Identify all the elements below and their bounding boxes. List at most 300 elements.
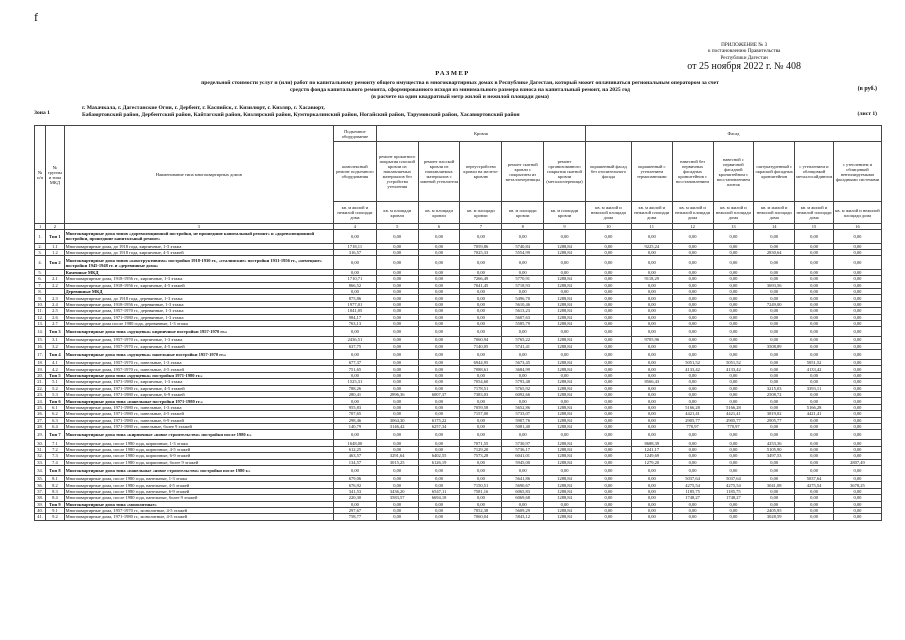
row-value: 0,00: [672, 379, 713, 385]
row-value: 0,00: [795, 430, 834, 440]
row-value: 0,00: [631, 404, 672, 410]
row-group-code: 4.2: [46, 366, 64, 372]
row-value: 4133,42: [672, 366, 713, 372]
row-value: 5770,91: [502, 276, 544, 282]
row-value: 0,00: [502, 269, 544, 275]
row-value: 0,00: [754, 501, 795, 507]
row-value: 984,17: [333, 314, 376, 320]
row-value: 2905,77: [754, 417, 795, 423]
row-value: 0,00: [833, 372, 881, 378]
row-value: 0,00: [672, 501, 713, 507]
row-value: 6257,34: [418, 423, 460, 429]
row-value: 0,00: [585, 482, 631, 488]
row-value: 0,00: [585, 343, 631, 349]
row-value: 0,00: [833, 385, 881, 391]
row-value: 5609,29: [502, 507, 544, 513]
row-group-code: 1.1: [46, 243, 64, 249]
row-value: 6126,19: [418, 459, 460, 465]
row-value: 0,00: [585, 404, 631, 410]
row-value: 0,00: [795, 440, 834, 446]
row-value: 0,00: [376, 385, 418, 391]
row-value: 0,00: [585, 385, 631, 391]
row-number: 10.: [35, 301, 46, 307]
row-value: 0,00: [672, 327, 713, 337]
row-number: 36.: [35, 482, 46, 488]
row-value: 0,00: [585, 350, 631, 360]
row-value: 1288,84: [544, 423, 586, 429]
row-group-code: 7.3: [46, 453, 64, 459]
row-value: 0,00: [833, 343, 881, 349]
row-value: 0,00: [713, 385, 754, 391]
row-value: 0,00: [631, 288, 672, 294]
row-number: 37.: [35, 488, 46, 494]
row-value: 7129,20: [460, 446, 502, 452]
row-house-type: Многоквартирные дома, после 1980 года, панельные, 6-9 этажей: [64, 488, 333, 494]
row-value: 1249,69: [631, 453, 672, 459]
header-group: № группы и типа МКД: [46, 126, 64, 224]
row-value: 2405,95: [754, 507, 795, 513]
row-house-type: Многоквартирные дома, 1971-1980 гг., кирпичные, 6-9 этажей: [64, 392, 333, 398]
row-group-code: 3.2: [46, 343, 64, 349]
row-value: 0,00: [795, 276, 834, 282]
row-value: 0,00: [833, 475, 881, 481]
row-value: 0,00: [418, 327, 460, 337]
row-value: 9118,29: [631, 276, 672, 282]
row-value: 0,00: [713, 301, 754, 307]
row-value: 134,57: [333, 459, 376, 465]
row-value: 0,00: [713, 446, 754, 452]
row-value: 5037,64: [795, 475, 834, 481]
header-unit: кв. м площади кровли: [418, 202, 460, 224]
row-value: 0,00: [754, 495, 795, 501]
row-number: 3.: [35, 249, 46, 255]
row-value: 4253,36: [754, 440, 795, 446]
row-value: 0,00: [672, 301, 713, 307]
row-value: 0,00: [754, 308, 795, 314]
row-value: 0,00: [418, 320, 460, 326]
row-value: 677,37: [333, 360, 376, 366]
row-value: 0,00: [585, 417, 631, 423]
header-unit: кв. м жилой и нежилой площади дома: [713, 202, 754, 224]
row-group-code: 5.1: [46, 379, 64, 385]
row-value: 0,00: [713, 459, 754, 465]
row-value: 0,00: [754, 372, 795, 378]
row-value: 0,00: [418, 372, 460, 378]
appendix-line: к постановлению Правительства: [708, 48, 781, 55]
row-value: 6175,22: [418, 417, 460, 423]
row-value: 0,00: [754, 327, 795, 337]
row-value: 0,00: [713, 230, 754, 244]
row-group-code: Тип 1: [46, 230, 64, 244]
row-value: 0,00: [460, 372, 502, 378]
row-value: 5793,48: [502, 379, 544, 385]
table-row: [35, 256, 882, 270]
row-value: 0,00: [833, 379, 881, 385]
row-value: 3291,64: [376, 453, 418, 459]
row-value: 0,00: [713, 320, 754, 326]
row-number: 11.: [35, 308, 46, 314]
row-house-type: Многоквартирные дома, до 1918 года, кирпичные, 4-5 этажей: [64, 249, 333, 255]
row-number: 25.: [35, 404, 46, 410]
row-value: 0,00: [631, 308, 672, 314]
row-house-type: Многоквартирные дома, 1957-1970 гг., кирпичные, 4-5 этажей: [64, 343, 333, 349]
row-value: 0,00: [460, 465, 502, 475]
row-value: 0,00: [672, 465, 713, 475]
row-value: 0,00: [795, 243, 834, 249]
row-group-code: Тип 2: [46, 256, 64, 270]
row-value: 1748,27: [672, 495, 713, 501]
row-value: 0,00: [833, 249, 881, 255]
row-value: 0,00: [754, 360, 795, 366]
row-value: 0,00: [418, 337, 460, 343]
row-value: 0,00: [418, 430, 460, 440]
row-value: 2807,49: [833, 459, 881, 465]
header-work-type: с утеплением и облицовкой вентилируемыми фасадными системами: [833, 142, 881, 202]
row-value: 0,00: [713, 372, 754, 378]
row-value: 0,00: [754, 423, 795, 429]
row-house-type: Многоквартирные дома, 1918-1956 гг., кирпичные, 1-3 этажа: [64, 276, 333, 282]
row-value: 5718,93: [502, 282, 544, 288]
row-value: 0,00: [376, 327, 418, 337]
row-value: 3583,57: [376, 495, 418, 501]
header-work-type: переустройство кровли на железо-кровлю: [460, 142, 502, 202]
row-value: 0,00: [631, 360, 672, 366]
row-value: 6402,55: [418, 453, 460, 459]
row-value: 5051,52: [672, 360, 713, 366]
row-value: 0,00: [754, 350, 795, 360]
row-value: 8688,39: [631, 440, 672, 446]
row-value: 0,00: [585, 440, 631, 446]
row-value: 0,00: [833, 327, 881, 337]
row-value: 280,41: [333, 392, 376, 398]
row-value: 0,00: [418, 398, 460, 404]
header-unit: кв. м площади кровли: [460, 202, 502, 224]
header-work-type: ремонт прокатного покрытия плоской кровли из наплавляемых материалов без устройства утепления: [376, 142, 418, 202]
row-house-type: Многоквартирные дома типа «хрущевка» постройки 1971-1980 гг.»: [64, 372, 333, 378]
row-value: 2905,77: [713, 417, 754, 423]
row-value: 0,00: [631, 501, 672, 507]
row-value: 0,00: [460, 308, 502, 314]
row-value: 0,00: [833, 440, 881, 446]
row-value: 0,00: [376, 301, 418, 307]
row-value: 0,00: [544, 269, 586, 275]
row-value: 9705,96: [631, 337, 672, 343]
row-value: 0,00: [544, 350, 586, 360]
row-value: 0,00: [631, 465, 672, 475]
row-value: 7178,51: [460, 385, 502, 391]
row-value: 0,00: [713, 379, 754, 385]
row-value: 0,00: [713, 327, 754, 337]
row-value: 788,26: [333, 385, 376, 391]
row-value: 0,00: [585, 514, 631, 520]
row-value: 0,00: [754, 459, 795, 465]
row-value: 0,00: [631, 488, 672, 494]
row-value: 1718,11: [333, 243, 376, 249]
row-value: 5051,52: [713, 360, 754, 366]
row-value: 0,00: [460, 459, 502, 465]
row-value: 1288,84: [544, 417, 586, 423]
row-value: 0,00: [795, 249, 834, 255]
header-facade: Фасад: [585, 126, 881, 142]
row-number: 21.: [35, 379, 46, 385]
row-value: 0,00: [333, 372, 376, 378]
row-value: 0,00: [672, 320, 713, 326]
row-value: 0,00: [833, 243, 881, 249]
row-value: 0,00: [376, 276, 418, 282]
row-value: 0,00: [833, 514, 881, 520]
row-value: 0,00: [754, 465, 795, 475]
row-value: 5610,46: [502, 301, 544, 307]
row-value: 7249,00: [754, 301, 795, 307]
row-house-type: Многоквартирные дома типа «монолитные»: [64, 501, 333, 507]
row-value: 0,00: [585, 411, 631, 417]
row-value: 0,00: [585, 372, 631, 378]
row-house-type: Многоквартирные дома, 1957-1970 гг., монолитные, 4-5 этажей: [64, 507, 333, 513]
row-value: 0,00: [713, 430, 754, 440]
row-group-code: Тип 4: [46, 350, 64, 360]
row-number: 8.: [35, 288, 46, 294]
row-value: 0,00: [754, 243, 795, 249]
row-number: 39.: [35, 501, 46, 507]
row-value: 0,00: [713, 314, 754, 320]
row-value: 1288,84: [544, 488, 586, 494]
row-value: 0,00: [631, 230, 672, 244]
row-value: 0,00: [795, 372, 834, 378]
row-value: 1288,84: [544, 453, 586, 459]
row-value: 0,00: [795, 301, 834, 307]
row-value: 5741,41: [502, 343, 544, 349]
row-value: 2905,77: [672, 417, 713, 423]
row-value: 0,00: [376, 350, 418, 360]
row-value: 0,00: [795, 459, 834, 465]
row-house-type: Многоквартирные дома, после 1980 года, кирпичные, 6-9 этажей: [64, 453, 333, 459]
row-value: 0,00: [418, 411, 460, 417]
row-value: 0,00: [376, 314, 418, 320]
row-value: 3028,59: [754, 514, 795, 520]
row-value: 0,00: [672, 514, 713, 520]
header-no: № п/п: [35, 126, 46, 224]
row-value: 0,00: [795, 282, 834, 288]
row-value: 0,00: [418, 514, 460, 520]
row-house-type: Многоквартирные дома типов «дореволюционной постройки, не прошедшие капитальный ремонт» и «дореволюционной постройки, прошедшие капитальный ремонт»: [64, 230, 333, 244]
zone-territories: [82, 105, 520, 119]
row-value: 7060,04: [460, 514, 502, 520]
document-title: РАЗМЕР: [435, 70, 470, 77]
row-value: 0,00: [795, 269, 834, 275]
row-house-type: Многоквартирные дома, 1971-1980 гг., деревянные, 1-3 этажа: [64, 314, 333, 320]
row-value: 1288,84: [544, 243, 586, 249]
row-value: 0,00: [754, 230, 795, 244]
row-number: 30.: [35, 440, 46, 446]
row-value: 6069,68: [502, 495, 544, 501]
row-value: 0,00: [418, 465, 460, 475]
row-value: 0,00: [713, 256, 754, 270]
header-column-number: 9: [544, 224, 586, 230]
row-value: 5673,45: [502, 360, 544, 366]
row-value: 0,00: [833, 507, 881, 513]
row-house-type: Многоквартирные дома, 1957-1970 гг., кирпичные, 1-3 этажа: [64, 337, 333, 343]
row-value: 5765,92: [502, 385, 544, 391]
row-house-type: Многоквартирные дома, после 1980 года, кирпичные, 1-3 этажа: [64, 440, 333, 446]
row-value: 0,00: [795, 501, 834, 507]
header-work-type: ремонт организованного покрытия скатной кровли (металлочерепица): [544, 142, 586, 202]
row-house-type: Многоквартирные дома, 1918-1956 гг., деревянные, 1-3 этажа: [64, 301, 333, 307]
row-value: 0,00: [544, 501, 586, 507]
header-column-number: 14: [754, 224, 795, 230]
row-value: 5736,17: [502, 446, 544, 452]
row-value: 1288,84: [544, 440, 586, 446]
row-value: 7054,60: [460, 379, 502, 385]
row-value: 2508,72: [754, 392, 795, 398]
row-value: 0,00: [795, 446, 834, 452]
row-value: 7581,16: [460, 488, 502, 494]
row-value: 612,25: [333, 446, 376, 452]
row-value: 0,00: [460, 495, 502, 501]
row-number: 20.: [35, 372, 46, 378]
row-value: 0,00: [376, 372, 418, 378]
row-value: 7041,45: [460, 282, 502, 288]
row-value: 0,00: [631, 417, 672, 423]
row-house-type: Многоквартирные дома, после 1980 года, кирпичные, 4-5 этажей: [64, 446, 333, 452]
row-value: 0,00: [502, 398, 544, 404]
row-value: 0,00: [754, 337, 795, 343]
row-value: 1288,84: [544, 320, 586, 326]
table-header: [35, 126, 882, 230]
row-value: 0,00: [795, 295, 834, 301]
row-number: 33.: [35, 459, 46, 465]
row-group-code: 2.6: [46, 314, 64, 320]
row-value: 676,92: [333, 482, 376, 488]
row-value: 5641,86: [502, 475, 544, 481]
row-value: 9225,24: [631, 243, 672, 249]
row-value: 0,00: [376, 430, 418, 440]
row-value: 0,00: [631, 385, 672, 391]
row-value: 4421,41: [713, 411, 754, 417]
row-value: 0,00: [833, 495, 881, 501]
row-value: 0,00: [672, 230, 713, 244]
row-value: 0,00: [544, 230, 586, 244]
row-value: 955,83: [333, 404, 376, 410]
row-value: 3041,08: [754, 482, 795, 488]
row-number: 19.: [35, 366, 46, 372]
row-value: 0,00: [713, 249, 754, 255]
row-value: 0,00: [460, 430, 502, 440]
row-value: 0,00: [631, 507, 672, 513]
header-column-number: 2: [46, 224, 64, 230]
row-value: 0,00: [376, 343, 418, 349]
row-house-type: Многоквартирные дома, 1971-1980 гг., монолитные, 4-5 этажей: [64, 514, 333, 520]
row-value: 0,00: [833, 366, 881, 372]
row-value: 0,00: [631, 411, 672, 417]
row-value: 0,00: [544, 288, 586, 294]
row-house-type: Многоквартирные дома, до 1918 года, кирпичные, 1-3 этажа: [64, 243, 333, 249]
row-group-code: 2.3: [46, 295, 64, 301]
row-number: 7.: [35, 282, 46, 288]
row-value: 0,00: [544, 256, 586, 270]
row-value: 5166,28: [672, 404, 713, 410]
header-work-type: с утеплением и облицовкой металлосайдингом: [795, 142, 834, 202]
row-value: 0,00: [585, 314, 631, 320]
row-value: 0,00: [754, 475, 795, 481]
row-value: 5907,76: [502, 417, 544, 423]
row-number: 2.: [35, 243, 46, 249]
row-value: 341,53: [333, 488, 376, 494]
row-value: 6065,83: [502, 488, 544, 494]
row-value: 0,00: [672, 507, 713, 513]
row-group-code: Тип 6: [46, 398, 64, 404]
row-value: 0,00: [672, 385, 713, 391]
row-value: 0,00: [376, 475, 418, 481]
header-column-number: 10: [585, 224, 631, 230]
row-value: 763,13: [333, 320, 376, 326]
row-value: 0,00: [672, 314, 713, 320]
row-value: 0,00: [502, 465, 544, 475]
row-value: 0,00: [672, 282, 713, 288]
row-value: 0,00: [418, 314, 460, 320]
header-column-number: 13: [713, 224, 754, 230]
row-value: 0,00: [418, 475, 460, 481]
header-column-number: 7: [460, 224, 502, 230]
row-value: 0,00: [713, 398, 754, 404]
row-value: 0,00: [418, 249, 460, 255]
row-house-type: Многоквартирные дома, 1971-1980 гг., кирпичные, 1-3 этажа: [64, 379, 333, 385]
row-value: 6007,37: [418, 392, 460, 398]
header-unit: кв. м площади кровли: [544, 202, 586, 224]
row-group-code: 3.1: [46, 337, 64, 343]
row-value: 0,00: [585, 495, 631, 501]
row-group-code: Тип 7: [46, 430, 64, 440]
row-value: 7060,94: [460, 337, 502, 343]
row-value: 0,00: [544, 327, 586, 337]
row-value: 2436,51: [333, 337, 376, 343]
row-value: 0,00: [333, 256, 376, 270]
row-value: 0,00: [833, 230, 881, 244]
row-value: 0,00: [713, 282, 754, 288]
row-value: 0,00: [544, 465, 586, 475]
row-value: 875,86: [333, 295, 376, 301]
row-value: 5105,90: [754, 446, 795, 452]
row-value: 0,00: [544, 430, 586, 440]
row-value: 0,00: [418, 276, 460, 282]
row-house-type: Многоквартирные дома, 1971-1980 гг., панельные, более 9 этажей: [64, 423, 333, 429]
row-value: 0,00: [833, 360, 881, 366]
row-value: 0,00: [418, 404, 460, 410]
header-work-type: окрашенный с утеплением термопанелями: [631, 142, 672, 202]
row-value: 0,00: [418, 446, 460, 452]
row-value: 0,00: [418, 295, 460, 301]
row-value: 0,00: [833, 320, 881, 326]
row-value: 0,00: [585, 392, 631, 398]
row-value: 0,00: [795, 488, 834, 494]
row-value: 0,00: [795, 327, 834, 337]
row-number: 6.: [35, 276, 46, 282]
row-group-code: 7.1: [46, 440, 64, 446]
row-value: 0,00: [754, 320, 795, 326]
row-value: 0,00: [795, 514, 834, 520]
corner-mark: f: [34, 10, 38, 24]
row-value: 1748,27: [713, 495, 754, 501]
row-value: 1288,84: [544, 337, 586, 343]
header-work-type: окрашенный фасад без отопительного фасада: [585, 142, 631, 202]
row-value: 0,00: [585, 366, 631, 372]
row-house-type: Каменные МКД: [64, 269, 333, 275]
row-value: 0,00: [333, 269, 376, 275]
row-value: 0,00: [795, 495, 834, 501]
row-value: 0,00: [333, 465, 376, 475]
row-value: 0,00: [795, 337, 834, 343]
row-value: 0,00: [502, 230, 544, 244]
row-value: 0,00: [631, 314, 672, 320]
